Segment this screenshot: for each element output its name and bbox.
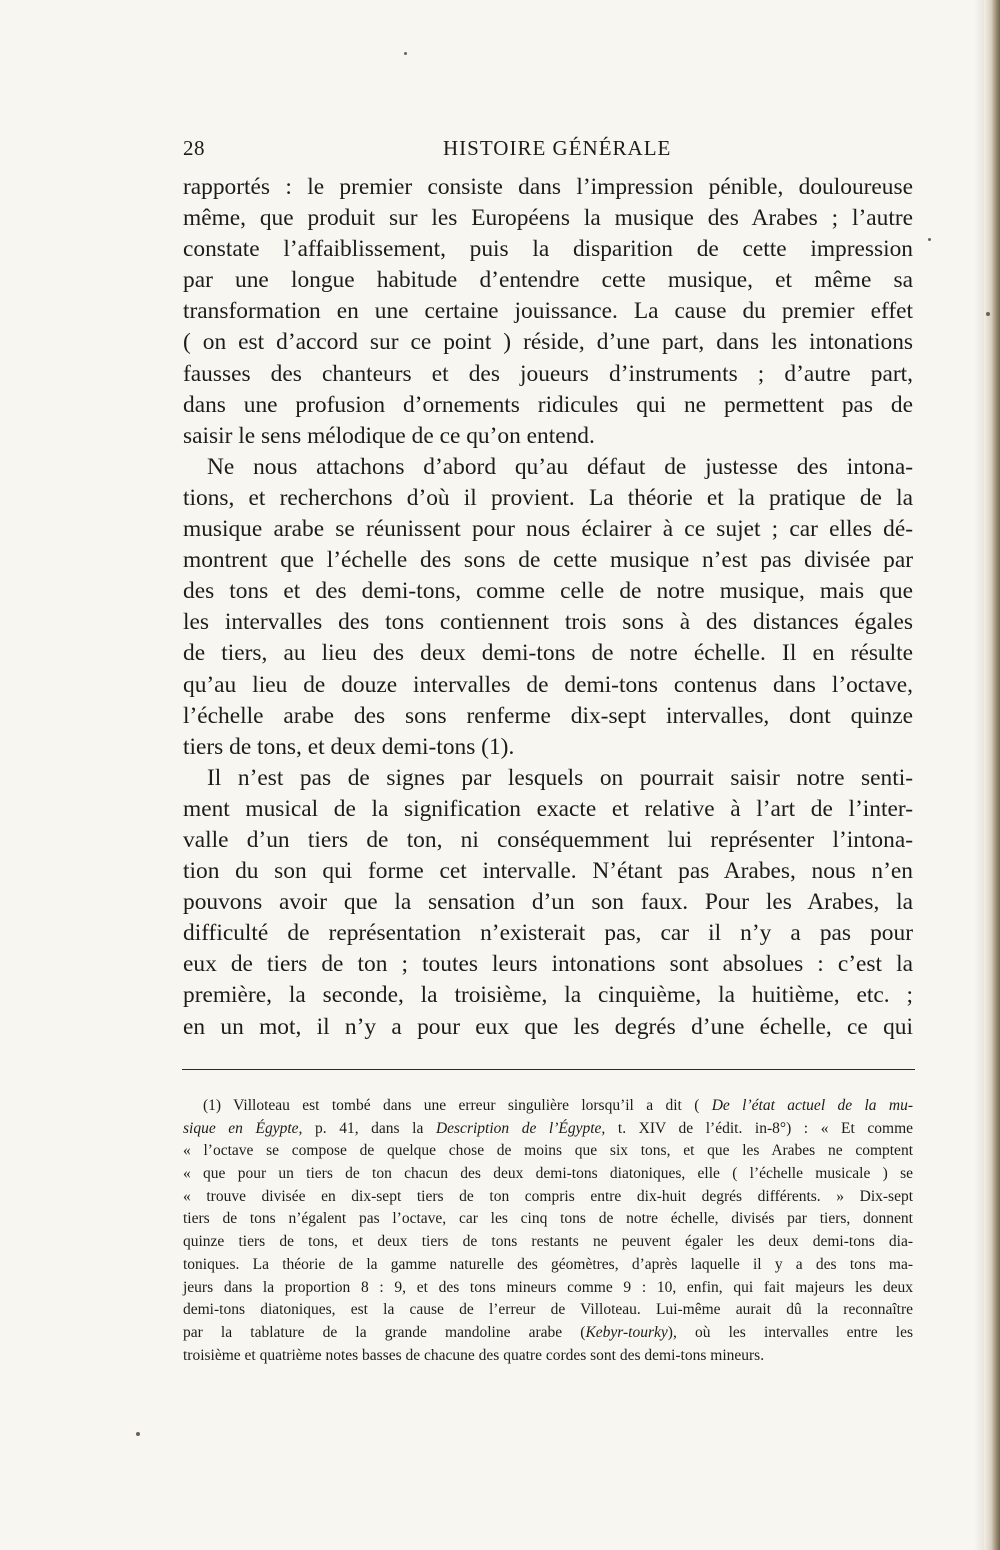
text-line: par une longue habitude d’entendre cette musique, et même sa [183, 267, 913, 294]
footnote-line: « l’octave se compose de quelque chose de moins que six tons, et que les Arabes ne comptent [183, 1142, 913, 1160]
footnote-instrument: Kebyr-tourky [585, 1323, 668, 1341]
footnote [183, 1095, 913, 1367]
text-line: l’échelle arabe des sons renferme dix-sept intervalles, dont quinze [183, 702, 913, 729]
running-title: HISTOIRE GÉNÉRALE [443, 136, 672, 160]
footnote-line: toniques. La théorie de la gamme naturelle des géomètres, d’après laquelle il y a des tons ma- [183, 1255, 913, 1273]
text-line: rapportés : le premier consiste dans l’impression pénible, douloureuse [183, 174, 913, 200]
page-edge [984, 0, 1000, 1550]
footnote-line: troisième et quatrième notes basses de chacune des quatre cordes sont des demi-tons mineurs. [183, 1346, 765, 1364]
footnote-line: « que pour un tiers de ton chacun des deux demi-tons diatoniques, elle ( l’échelle musicale ) se [183, 1165, 913, 1183]
page-number: 28 [183, 136, 205, 160]
text-line: musique arabe se réunissent pour nous éclairer à ce sujet ; car elles dé- [183, 516, 913, 543]
text-line: tions, et recherchons d’où il provient. La théorie et la pratique de la [183, 484, 913, 511]
text-line: constate l’affaiblissement, puis la disparition de cette impression [183, 236, 913, 263]
text-line: en un mot, il n’y a pour eux que les degrés d’une échelle, ce qui [183, 1013, 913, 1040]
text-line: première, la seconde, la troisième, la cinquième, la huitième, etc. ; [183, 982, 913, 1009]
text-line: valle d’un tiers de ton, ni conséquemment lui représenter l’intona- [183, 826, 913, 853]
text-line: Il n’est pas de signes par lesquels on pourrait saisir notre senti- [207, 764, 913, 791]
text-line: difficulté de représentation n’existerait pas, car il n’y a pas pour [183, 920, 913, 947]
footnote-line: quinze tiers de tons, et deux tiers de tons restants ne peuvent égaler les deux demi-tons dia- [183, 1233, 913, 1251]
text-line: même, que produit sur les Européens la musique des Arabes ; l’autre [183, 205, 913, 232]
text-line: tiers de tons, et deux demi-tons (1). [183, 733, 515, 760]
footnote-line: demi-tons diatoniques, est la cause de l’erreur de Villoteau. Lui-même aurait dû la reconnaître [183, 1301, 913, 1319]
footnote-text: p. 41, dans la [315, 1119, 424, 1137]
text-line: de tiers, au lieu des deux demi-tons de notre échelle. Il en résulte [183, 640, 913, 667]
text-line: tion du son qui forme cet intervalle. N’étant pas Arabes, nous n’en [183, 858, 913, 885]
scan-speck [928, 238, 931, 241]
scan-speck [136, 1432, 140, 1436]
footnote-citation: De l’état actuel de la mu- [711, 1097, 914, 1114]
text-line: les intervalles des tons contiennent trois sons à des distances égales [183, 609, 913, 636]
footnote-citation: Description de l’Égypte, [435, 1119, 606, 1137]
text-line: fausses des chanteurs et des joueurs d’instruments ; d’autre part, [183, 360, 913, 387]
running-header [183, 136, 913, 162]
footnote-line [183, 1095, 913, 1118]
footnote-text: par la tablature de la grande mandoline arabe ( [183, 1323, 586, 1341]
footnote-rule [182, 1069, 915, 1070]
text-line: pouvons avoir que la sensation d’un son faux. Pour les Arabes, la [183, 889, 913, 916]
footnote-text: ), où les intervalles entre les [667, 1323, 914, 1341]
footnote-line: tiers de tons n’égalent pas l’octave, car les cinq tons de notre échelle, divisés par tiers, donnent [183, 1210, 913, 1228]
footnote-text: (1) Villoteau est tombé dans une erreur singulière lorsqu’il a dit ( [203, 1097, 700, 1114]
scan-speck [986, 312, 990, 316]
footnote-text: t. XIV de l’édit. in-8°) : « Et comme [617, 1119, 914, 1137]
footnote-line: jeurs dans la proportion 8 : 9, et des tons mineurs comme 9 : 10, enfin, qui fait majeurs les deux [183, 1278, 913, 1296]
text-line: Ne nous attachons d’abord qu’au défaut de justesse des intona- [207, 453, 913, 480]
text-line: ( on est d’accord sur ce point ) réside, d’une part, dans les intonations [183, 329, 913, 356]
text-line: eux de tiers de ton ; toutes leurs intonations sont absolues : c’est la [183, 951, 913, 978]
scan-speck [404, 52, 407, 55]
text-line: montrent que l’échelle des sons de cette musique n’est pas divisée par [183, 547, 913, 574]
page-shadow [974, 0, 984, 1550]
text-line: qu’au lieu de douze intervalles de demi-tons contenus dans l’octave, [183, 671, 913, 698]
footnote-line: « trouve divisée en dix-sept tiers de ton compris entre dix-huit degrés différents. » Dix-sept [183, 1187, 913, 1205]
main-text [183, 172, 913, 1043]
text-line: ment musical de la signification exacte et relative à l’art de l’inter- [183, 795, 913, 822]
text-line: des tons et des demi-tons, comme celle de notre musique, mais que [183, 578, 913, 605]
text-line: transformation en une certaine jouissance. La cause du premier effet [183, 298, 913, 325]
footnote-citation: sique en Égypte, [183, 1119, 303, 1137]
footnote-line [183, 1118, 913, 1141]
footnote-line [183, 1322, 913, 1345]
text-line: dans une profusion d’ornements ridicules qui ne permettent pas de [183, 391, 913, 418]
text-line: saisir le sens mélodique de ce qu’on entend. [183, 422, 595, 449]
